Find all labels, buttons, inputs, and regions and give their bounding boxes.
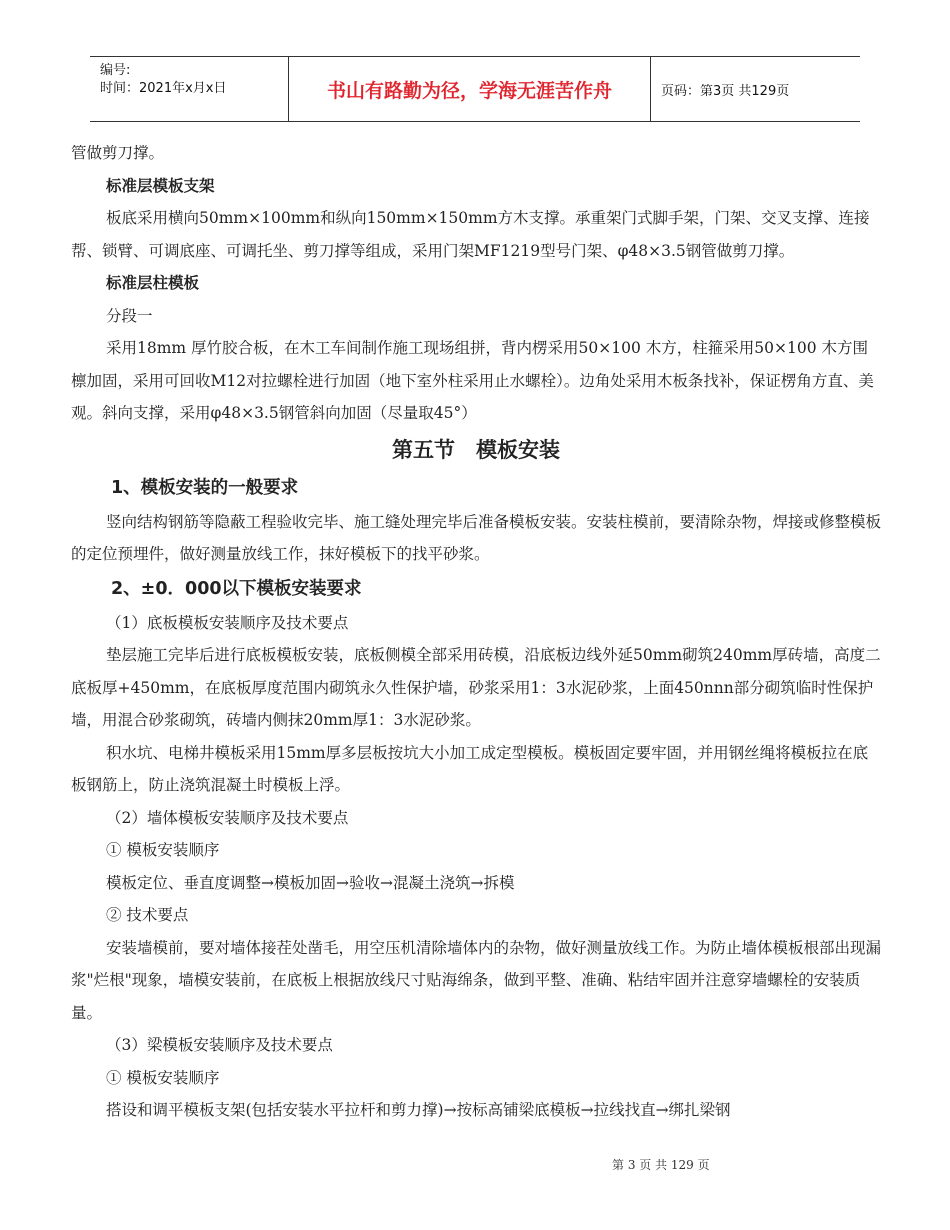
subheading: 标准层柱模板 (106, 274, 200, 292)
paragraph: 安装墙模前，要对墙体接茬处凿毛，用空压机清除墙体内的杂物，做好测量放线工作。为防止墙体模板根部出现漏浆"烂根"现象，墙模安装前，在底板上根据放线尺寸贴海绵条，做到平整、准确、粘结牢固并注意穿墙螺栓的安装质量。 (71, 938, 882, 1022)
paragraph: 模板定位、垂直度调整→模板加固→验收→混凝土浇筑→拆模 (106, 873, 515, 892)
header-page-info: 页码：第3页 共129页 (661, 83, 790, 99)
header-motto: 书山有路勤为径，学海无涯苦作舟 (288, 57, 651, 121)
header-meta (90, 57, 288, 121)
serial-label: 编号: (100, 63, 131, 78)
paragraph: 垫层施工完毕后进行底板模板安装，底板侧模全部采用砖模，沿底板边线外延50mm砌筑240mm厚砖墙，高度二底板厚+450mm，在底板厚度范围内砌筑永久性保护墙，砂浆采用1：3水泥砂浆，上面450nnn部分砌筑临时性保护墙，用混合砂浆砌筑，砖墙内侧抹20mm厚1：3水泥砂浆。 (71, 646, 881, 729)
paragraph: 竖向结构钢筋等隐蔽工程验收完毕、施工缝处理完毕后准备模板安装。安装柱模前，要清除杂物，焊接或修整模板的定位预埋件，做好测量放线工作，抹好模板下的找平砂浆。 (71, 512, 882, 563)
paragraph: 采用18mm 厚竹胶合板，在木工车间制作施工现场组拼，背内楞采用50×100 木方，柱箍采用50×100 木方围檩加固，采用可回收M12对拉螺栓进行加固（地下室外柱采用止水螺栓）。边角处采用木板条找补，保证楞角方直、美观。斜向支撑，采用φ48×3.5钢管斜向加固（尽量取45°） (71, 339, 874, 422)
document-body (71, 137, 881, 1127)
heading: 1、模板安装的一般要求 (111, 477, 299, 498)
heading: 2、±0．000以下模板安装要求 (111, 578, 362, 599)
paragraph: ① 模板安装顺序 (106, 841, 220, 859)
paragraph: 管做剪刀撑。 (71, 144, 165, 162)
date-line: 时间：2021年x月x日 (100, 81, 227, 96)
paragraph: （3）梁模板安装顺序及技术要点 (106, 1036, 333, 1054)
paragraph: 搭设和调平模板支架(包括安装水平拉杆和剪力撑)→按标高铺梁底模板→拉线找直→绑扎梁钢 (106, 1101, 731, 1119)
paragraph: 分段一 (106, 306, 153, 325)
subheading: 标准层模板支架 (106, 176, 215, 195)
paragraph: （1）底板模板安装顺序及技术要点 (106, 613, 349, 632)
paragraph: （2）墙体模板安装顺序及技术要点 (106, 808, 349, 827)
paragraph: ② 技术要点 (106, 906, 189, 924)
paragraph: 积水坑、电梯井模板采用15mm厚多层板按坑大小加工成定型模板。模板固定要牢固，并用钢丝绳将模板拉在底板钢筋上，防止浇筑混凝土时模板上浮。 (71, 743, 869, 794)
paragraph: ① 模板安装顺序 (106, 1068, 220, 1087)
section-title: 第五节 模板安装 (392, 437, 560, 462)
page-footer: 第 3 页 共 129 页 (612, 1158, 710, 1172)
page-header (90, 56, 860, 122)
paragraph: 板底采用横向50mm×100mm和纵向150mm×150mm方木支撑。承重架门式脚手架，门架、交叉支撑、连接帮、锁臂、可调底座、可调托坐、剪刀撑等组成，采用门架MF1219型号门架、φ48×3.5钢管做剪刀撑。 (71, 209, 870, 260)
